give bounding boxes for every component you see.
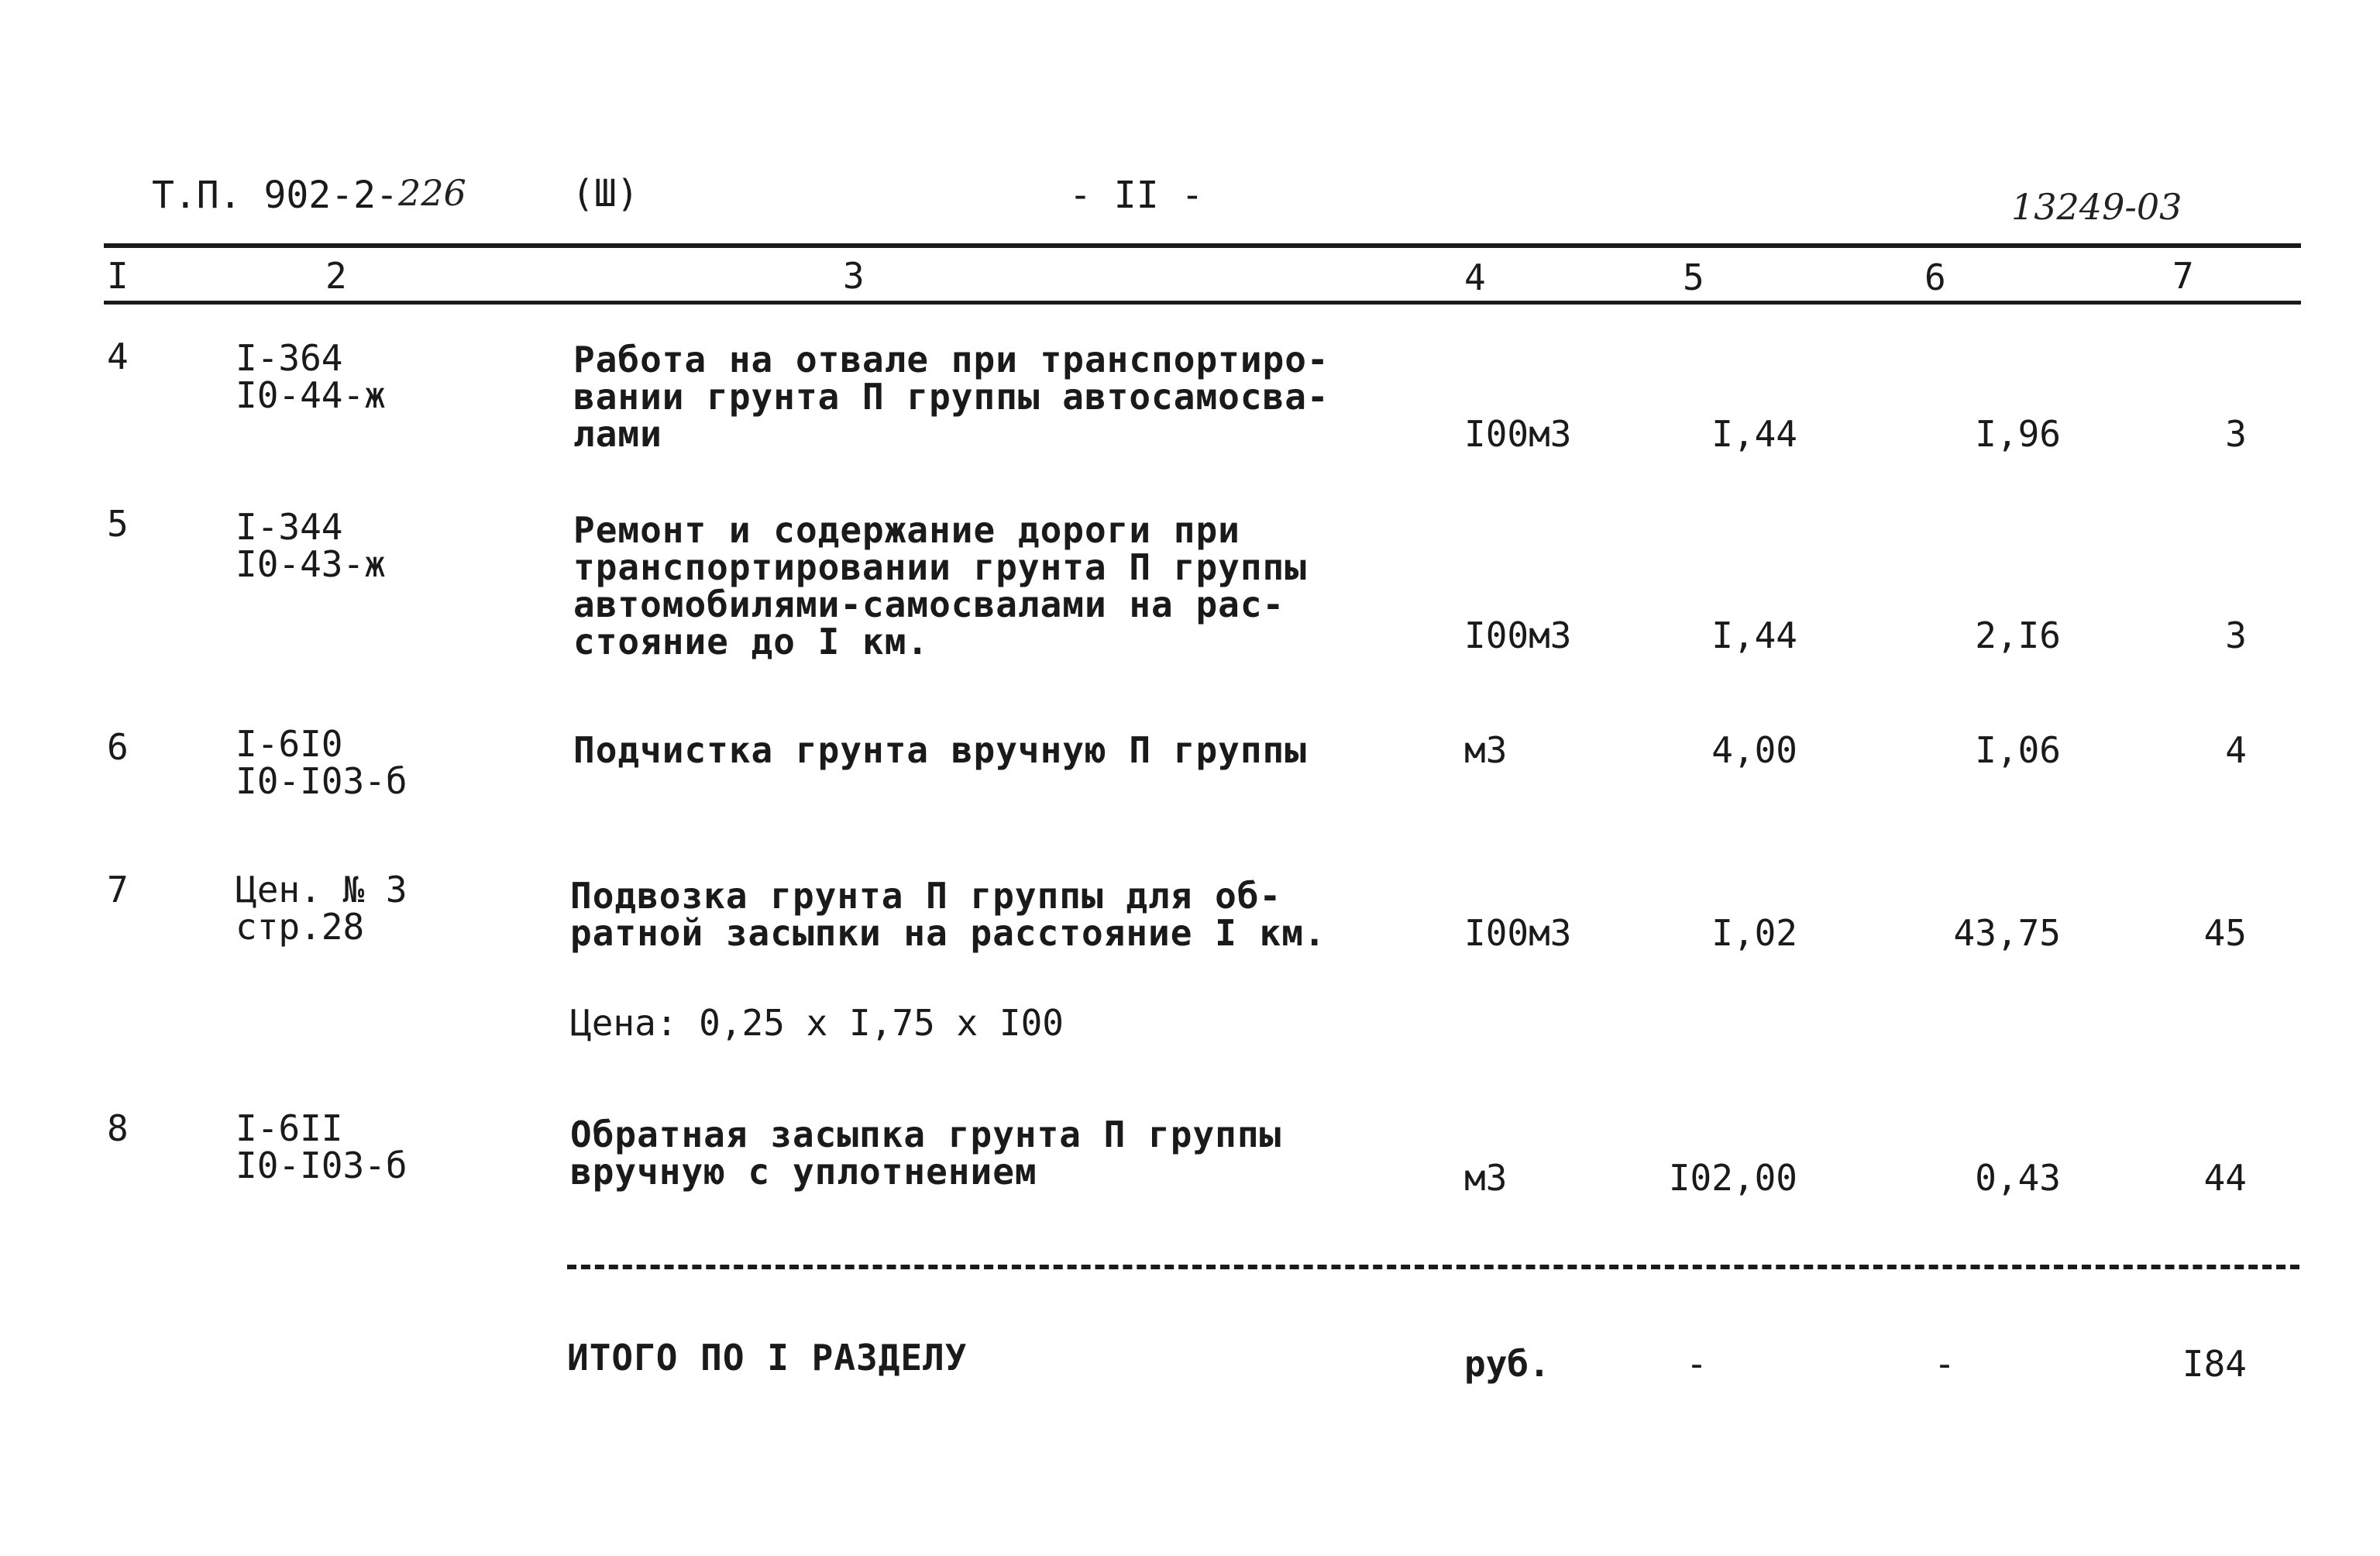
tp-handwritten-number: 226 [398,172,466,214]
row-total: 3 [2225,614,2247,656]
row-price: 0,43 [1975,1157,2061,1199]
column-header-5: 5 [1683,256,1704,298]
row-unit: I00м3 [1464,912,1572,954]
row-price: I,06 [1975,729,2061,771]
row-code: Цен. № 3 стр.28 [236,869,408,948]
summary-label: ИТОГО ПО I РАЗДЕЛУ [567,1337,968,1379]
page-number: - II - [1069,174,1204,217]
row-total: 45 [2203,912,2247,954]
roman-numeral: (Ш) [572,172,639,215]
row-description: Подчистка грунта вручную П группы [573,729,1307,771]
document-number: 13249-03 [2011,186,2182,228]
row-description: Ремонт и содержание дороги при транспортировании грунта П группы автомобилями-самосвалами на рас- стояние до I км. [573,509,1307,663]
row-unit: I00м3 [1464,614,1572,656]
top-rule [104,243,2301,248]
row-number: 5 [107,503,129,545]
row-number: 4 [107,336,129,377]
row-number: 7 [107,869,129,911]
column-header-1: I [107,255,129,297]
row-description: Обратная засыпка грунта П группы вручную с уплотнением [570,1114,1282,1193]
row-total: 44 [2203,1157,2247,1199]
row-qty: I,44 [1711,614,1797,656]
column-header-7: 7 [2172,255,2194,297]
row-price: 43,75 [1953,912,2061,954]
summary-unit: руб. [1464,1343,1550,1385]
summary-qty: - [1686,1343,1708,1385]
tp-label: Т.П. 902-2- [152,174,398,217]
row-qty: I,44 [1711,413,1797,455]
column-header-2: 2 [325,255,347,297]
row-code: I-6I0 I0-I03-б [236,723,408,802]
row-code: I-364 I0-44-ж [236,337,386,416]
row-qty: I,02 [1711,912,1797,954]
row-number: 6 [107,726,129,768]
dashed-separator [567,1265,2299,1269]
column-header-3: 3 [843,255,865,297]
row-code: I-6II I0-I03-б [236,1107,408,1186]
row-price: 2,I6 [1975,614,2061,656]
header-bottom-rule [104,301,2301,305]
price-note: Цена: 0,25 x I,75 x I00 [570,1002,1064,1044]
row-total: 4 [2225,729,2247,771]
column-header-6: 6 [1924,256,1946,298]
row-total: 3 [2225,413,2247,455]
row-description: Работа на отвале при транспортиро- вании грунта П группы автосамосва- лами [573,339,1329,455]
row-qty: I02,00 [1668,1157,1797,1199]
summary-price: - [1934,1343,1955,1385]
row-unit: м3 [1464,729,1508,771]
row-code: I-344 I0-43-ж [236,506,386,585]
column-header-4: 4 [1464,256,1486,298]
row-unit: м3 [1464,1157,1508,1199]
row-number: 8 [107,1107,129,1149]
row-unit: I00м3 [1464,413,1572,455]
row-qty: 4,00 [1711,729,1797,771]
row-description: Подвозка грунта П группы для об- ратной засыпки на расстояние I км. [570,875,1326,954]
summary-total: I84 [2182,1343,2247,1385]
row-price: I,96 [1975,413,2061,455]
